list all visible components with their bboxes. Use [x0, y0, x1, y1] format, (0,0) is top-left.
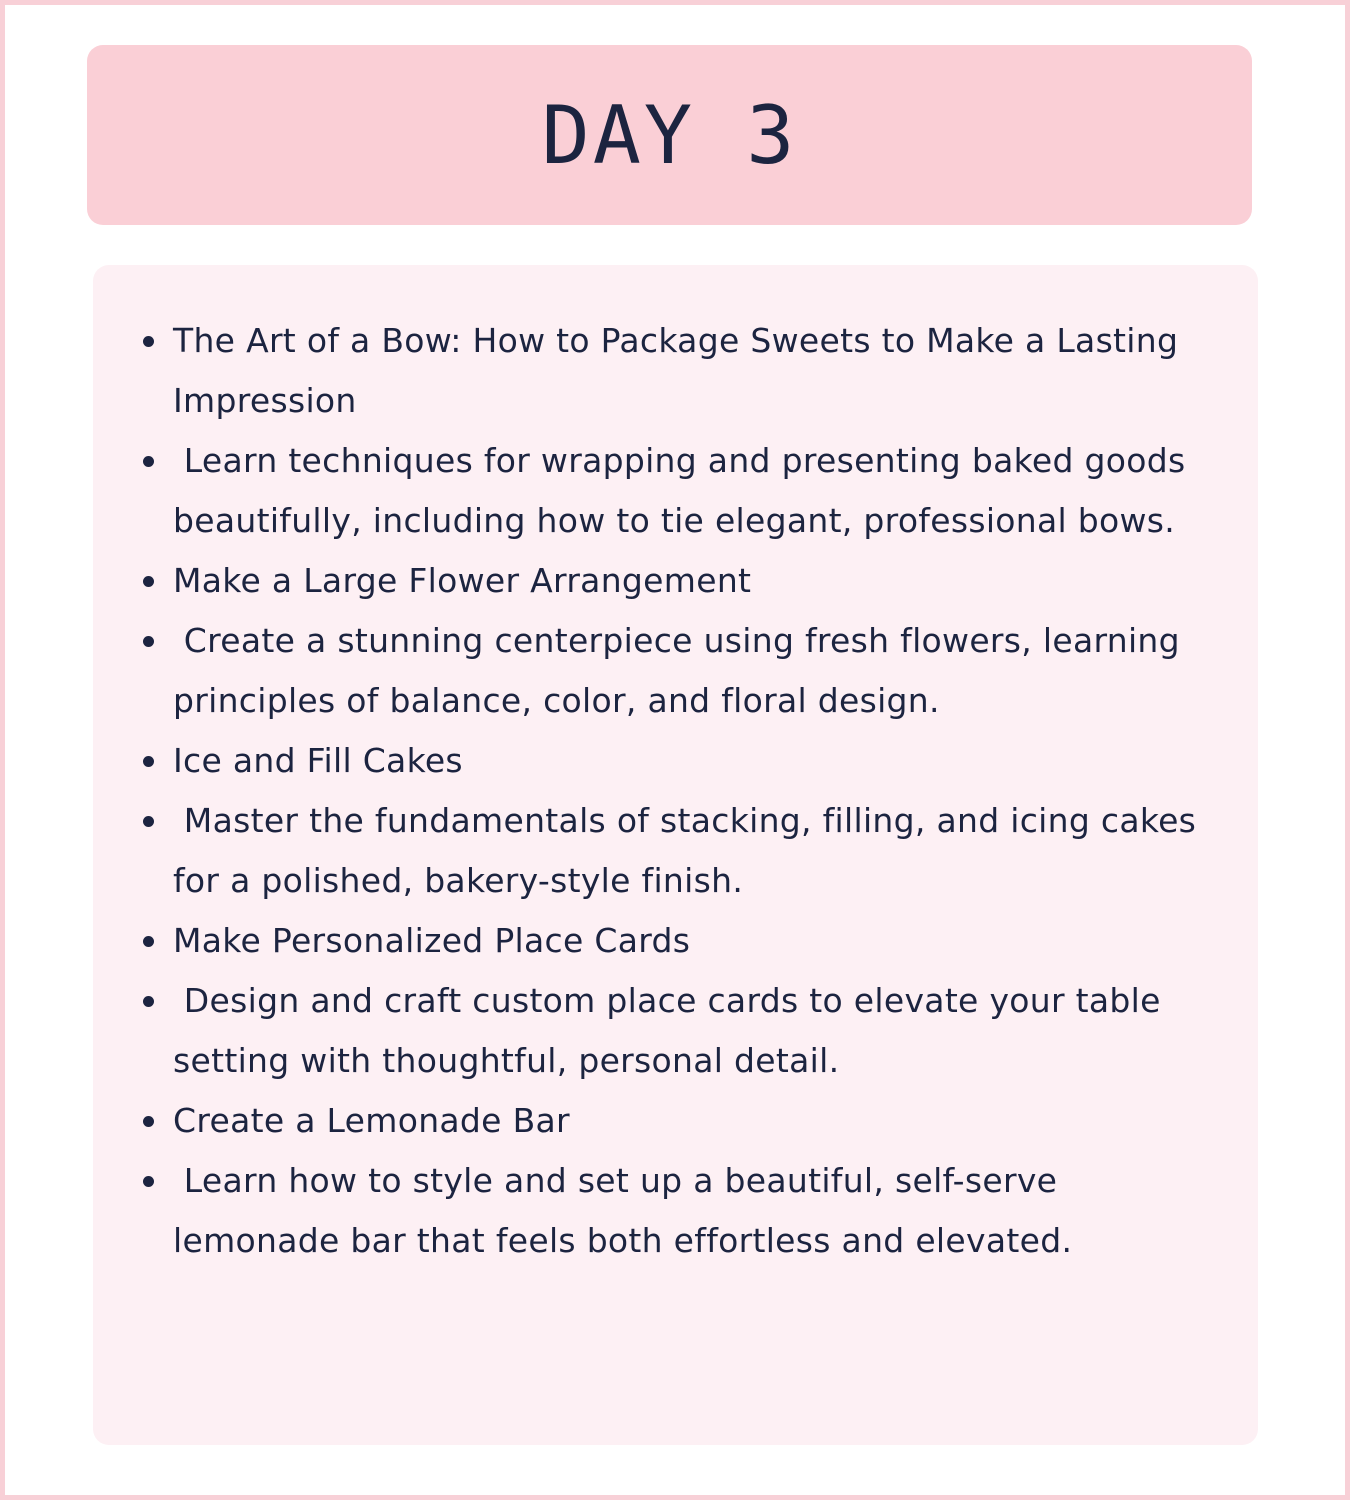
agenda-item-cakes-title: Ice and Fill Cakes: [173, 731, 1228, 791]
bullet-icon: [143, 1176, 154, 1187]
agenda-item-lemonade-description: Learn how to style and set up a beautiful, self-serve lemonade bar that feels both effortless and elevated.: [173, 1151, 1228, 1271]
bullet-icon: [143, 756, 154, 767]
bullet-icon: [143, 1116, 154, 1127]
day-title: DAY 3: [541, 88, 798, 182]
agenda-item-bow-title: The Art of a Bow: How to Package Sweets to Make a Lasting Impression: [173, 311, 1228, 431]
bullet-icon: [143, 936, 154, 947]
bullet-icon: [143, 456, 154, 467]
agenda-list: [93, 311, 1228, 1271]
day-header-banner: [87, 45, 1252, 225]
agenda-item-place-cards-description: Design and craft custom place cards to elevate your table setting with thoughtful, personal detail.: [173, 971, 1228, 1091]
agenda-item-cakes-description: Master the fundamentals of stacking, filling, and icing cakes for a polished, bakery-style finish.: [173, 791, 1228, 911]
bullet-icon: [143, 636, 154, 647]
agenda-item-lemonade-title: Create a Lemonade Bar: [173, 1091, 1228, 1151]
bullet-icon: [143, 996, 154, 1007]
bullet-icon: [143, 336, 154, 347]
agenda-item-flower-title: Make a Large Flower Arrangement: [173, 551, 1228, 611]
agenda-panel: [93, 265, 1258, 1445]
bullet-icon: [143, 816, 154, 827]
bullet-icon: [143, 576, 154, 587]
agenda-item-bow-description: Learn techniques for wrapping and presenting baked goods beautifully, including how to tie elegant, professional bows.: [173, 431, 1228, 551]
agenda-item-place-cards-title: Make Personalized Place Cards: [173, 911, 1228, 971]
agenda-item-flower-description: Create a stunning centerpiece using fresh flowers, learning principles of balance, color, and floral design.: [173, 611, 1228, 731]
